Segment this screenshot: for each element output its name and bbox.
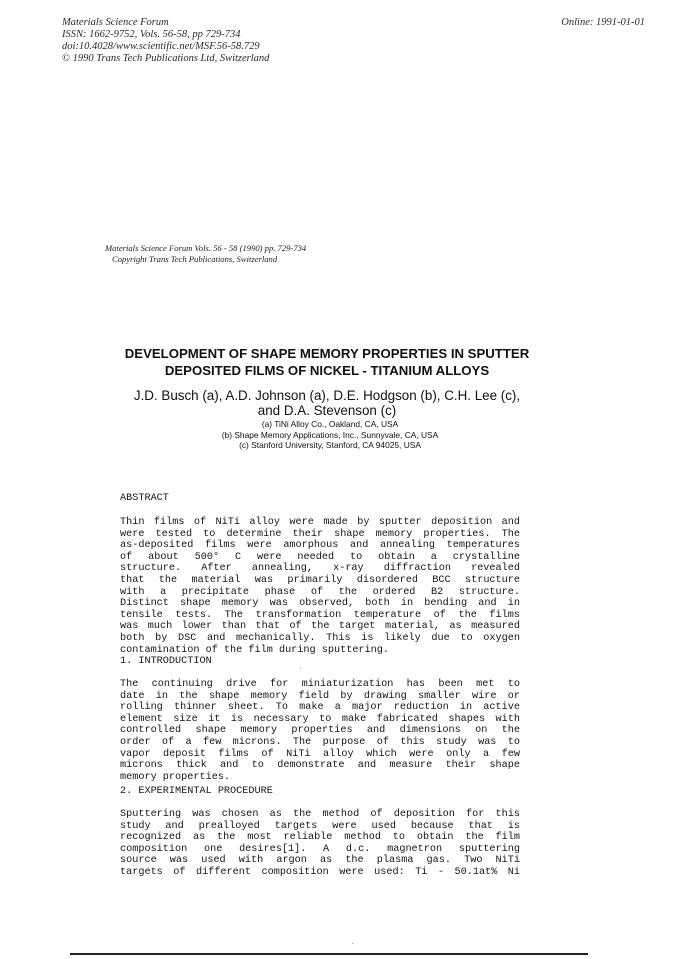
scan-speck (300, 668, 301, 669)
introduction-text (120, 679, 520, 783)
text-line: targets of different composition were used: Ti - 50.1at% Ni (120, 866, 520, 878)
text-line: study and prealloyed targets were used because that is (120, 820, 520, 832)
text-line: were tested to determine their shape memory properties. The (120, 528, 520, 540)
text-line: recognized as the most reliable method to obtain the film (120, 832, 520, 844)
header-line: Materials Science Forum (62, 17, 169, 28)
text-line: microns thick and to demonstrate and measure their shape (120, 760, 520, 772)
page-bottom-rule (70, 953, 588, 955)
text-line: tensile tests. The transformation temperature of the films (120, 609, 520, 621)
section-heading: 1. INTRODUCTION (120, 656, 212, 667)
author-line: J.D. Busch (a), A.D. Johnson (a), D.E. Hodgson (b), C.H. Lee (c), (133, 388, 521, 403)
text-line: Sputtering was chosen as the method of deposition for this (120, 809, 520, 820)
text-line: of about 500° C were needed to obtain a crystalline (120, 551, 520, 563)
experimental-text (120, 809, 520, 879)
text-line: that the material was primarily disordered BCC structure (120, 574, 520, 586)
affiliation: (b) Shape Memory Applications, Inc., Sunnyvale, CA, USA (221, 429, 439, 440)
text-line: rolling thinner sheet. To make a major reduction in active (120, 702, 520, 714)
title-line: DEPOSITED FILMS OF NICKEL - TITANIUM ALLOYS (164, 363, 490, 378)
text-line: source was used with argon as the plasma gas. Two NiTi (120, 855, 520, 867)
text-line: was much lower than that of the target material, as measured (120, 621, 520, 633)
text-line: memory properties. (120, 771, 231, 783)
header-line: doi:10.4028/www.scientific.net/MSF.56-58.729 (62, 41, 260, 52)
text-line: structure. After annealing, x-ray diffraction revealed (120, 563, 520, 575)
journal-line: Materials Science Forum Vols. 56 - 58 (1990) pp. 729-734 (105, 243, 307, 253)
text-line: controlled shape memory properties and dimensions on the (120, 725, 520, 737)
scan-speck (352, 943, 353, 944)
title-line: DEVELOPMENT OF SHAPE MEMORY PROPERTIES IN SPUTTER (124, 346, 530, 361)
text-line: The continuing drive for miniaturization has been met to (120, 679, 520, 690)
affiliation: (c) Stanford University, Stanford, CA 94025, USA (239, 440, 421, 450)
text-line: Thin films of NiTi alloy were made by sputter deposition and (120, 517, 520, 528)
text-line: both by DSC and mechanically. This is likely due to oxygen (120, 632, 520, 644)
citation-header (62, 17, 269, 65)
text-line: order of a few microns. The purpose of this study was to (120, 736, 520, 748)
section-heading: ABSTRACT (120, 493, 169, 504)
author-line: and D.A. Stevenson (c) (257, 403, 397, 418)
text-line: as-deposited films were amorphous and annealing temperatures (120, 540, 520, 552)
journal-reference (105, 243, 306, 265)
header-line: © 1990 Trans Tech Publications Ltd, Switzerland (62, 53, 270, 64)
abstract-text (120, 517, 520, 656)
paper-title (80, 345, 574, 379)
introduction-heading (120, 656, 520, 668)
affiliation: (a) TiNi Alloy Co., Oakland, CA, USA (261, 419, 399, 429)
experimental-heading (120, 786, 520, 798)
author-list (90, 388, 564, 418)
online-date: Online: 1991-01-01 (561, 17, 645, 28)
text-line: vapor deposit films of NiTi alloy which were only a few (120, 748, 520, 760)
text-line: with a precipitate phase of the ordered B2 structure. (120, 586, 520, 598)
header-line: ISSN: 1662-9752, Vols. 56-58, pp 729-734 (62, 29, 241, 40)
copyright-line: Copyright Trans Tech Publications, Switzerland (112, 254, 278, 264)
text-line: composition one desires[1]. A d.c. magnetron sputtering (120, 843, 520, 855)
affiliations (130, 419, 530, 451)
abstract-heading (120, 493, 520, 505)
text-line: element size it is necessary to make fabricated shapes with (120, 713, 520, 725)
text-line: Distinct shape memory was observed, both in bending and in (120, 598, 520, 610)
section-heading: 2. EXPERIMENTAL PROCEDURE (120, 786, 273, 797)
text-line: date in the shape memory field by drawing smaller wire or (120, 690, 520, 702)
text-line: contamination of the film during sputtering. (120, 644, 389, 656)
